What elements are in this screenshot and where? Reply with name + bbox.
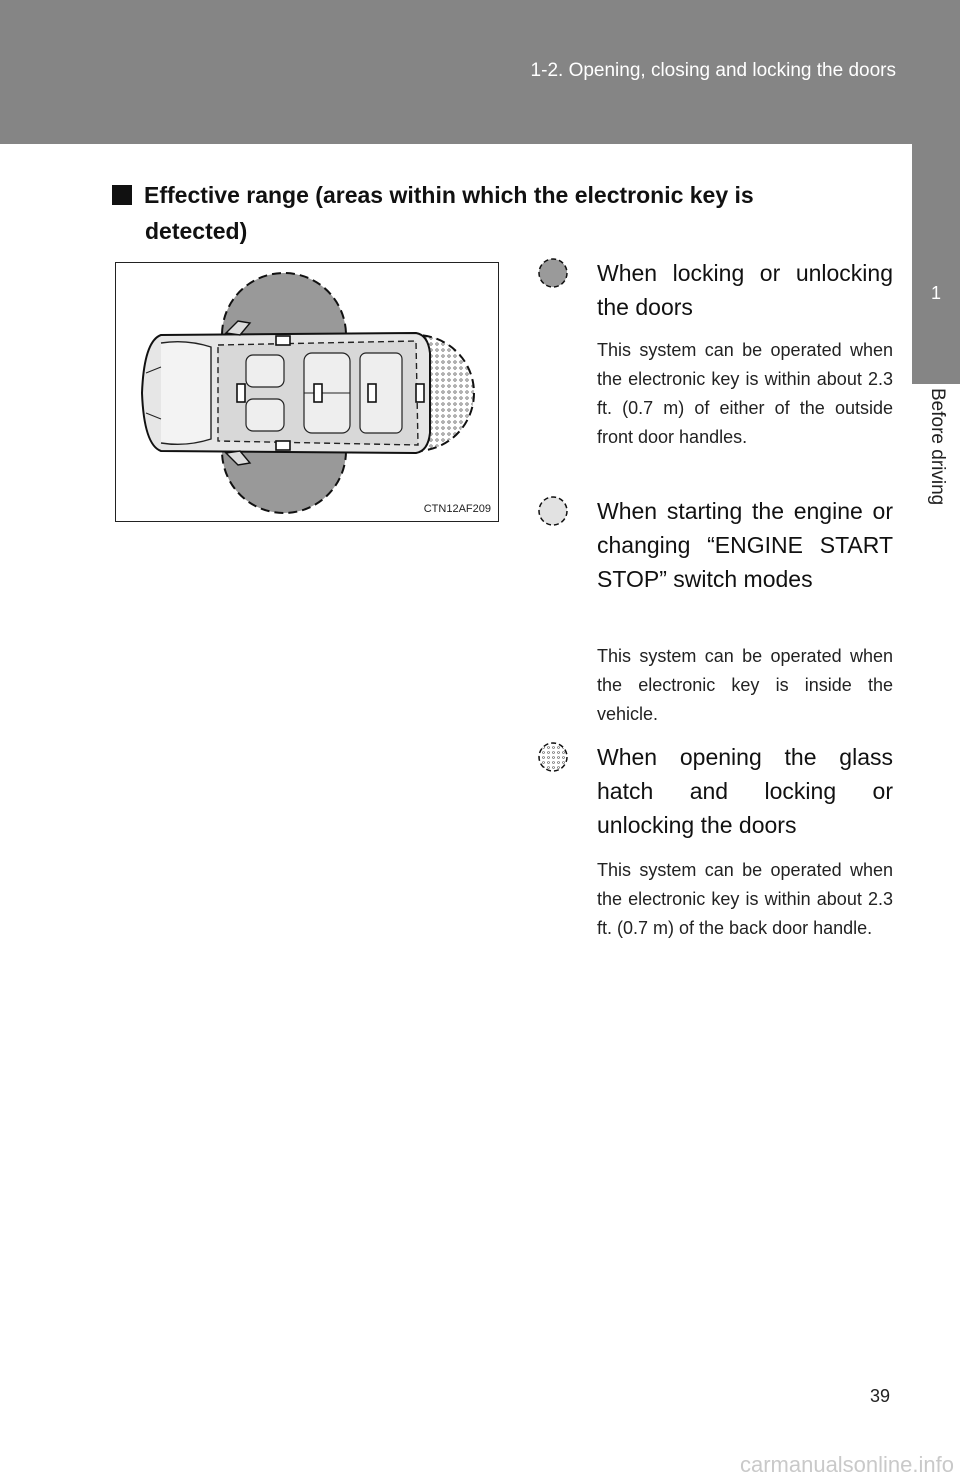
heading-text-line1: Effective range (areas within which the electronic key is — [144, 182, 754, 208]
legend-title: When opening the glass hatch and locking or unlocking the doors — [597, 744, 893, 838]
chapter-label: Before driving — [927, 388, 948, 506]
watermark: carmanualsonline.info — [739, 1452, 954, 1477]
antenna-front-top — [276, 336, 290, 345]
page-number: 39 — [870, 1386, 891, 1406]
legend-description: This system can be operated when the electronic key is inside the vehicle. — [597, 646, 893, 724]
square-bullet-icon — [112, 185, 132, 205]
legend-title: When locking or unlocking the doors — [597, 260, 893, 320]
figure-code: CTN12AF209 — [423, 503, 491, 515]
dark-gray-dashed-circle-icon — [536, 256, 570, 290]
running-header-title: 1-2. Opening, closing and locking the doors — [530, 60, 896, 81]
antenna-interior-3 — [368, 384, 376, 402]
antenna-front-bottom — [276, 441, 290, 450]
vehicle-range-diagram — [115, 262, 499, 522]
dotted-pattern-dashed-circle-icon — [536, 740, 570, 774]
antenna-interior-1 — [237, 384, 245, 402]
heading-text-line2: detected) — [145, 218, 248, 244]
antenna-interior-2 — [314, 384, 322, 402]
chapter-tab — [912, 144, 960, 384]
legend-description: This system can be operated when the electronic key is within about 2.3 ft. (0.7 m) of either of the outside front door handles. — [597, 340, 893, 447]
page-header — [0, 0, 960, 144]
vehicle-top-view-illustration — [116, 263, 500, 523]
antenna-rear — [416, 384, 424, 402]
light-gray-dashed-circle-icon — [536, 494, 570, 528]
legend-title: When starting the engine or changing “ENGINE START STOP” switch modes — [597, 498, 893, 592]
chapter-number: 1 — [930, 283, 941, 303]
legend-description: This system can be operated when the electronic key is within about 2.3 ft. (0.7 m) of the back door handle. — [597, 860, 893, 938]
section-heading — [112, 177, 894, 249]
